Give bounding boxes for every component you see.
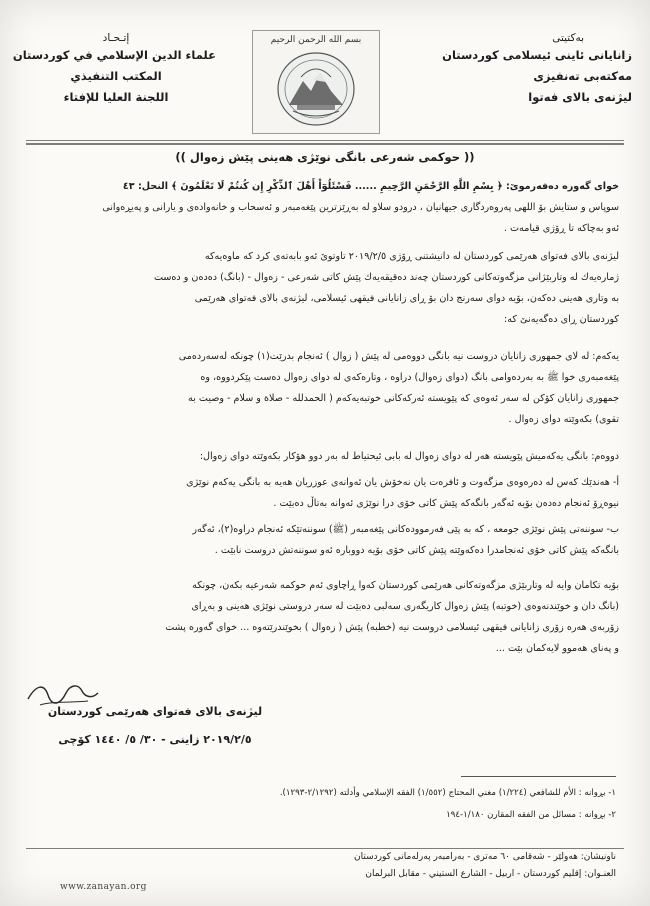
conclusion-line-2: (بانگ دان و خوێندنەوەی (خوتبە) پێش زەوال کاریگەری سەلبی دەبێت لە سەر دروستی نوێژی هەینی و بەڕای [191,601,619,612]
header-divider-thick [26,143,624,145]
letterhead-arabic [12,32,216,111]
letterhead-arabic-office: المكتب التنفيذي [70,69,162,83]
intro-line-4: کوردستان ڕای دەگەیەنێ کە: [504,314,619,325]
footnote-2: ٢- بڕوانە : مسائل من الفقه المقارن ١/١٨٠-١٩٤ [446,810,616,820]
point-one-line-4: تقوی) بکەوێتە دوای زەوال . [508,414,619,425]
document-title: (( حوکمی شەرعی بانگی نوێژی هەینی پێش زەوال )) [175,150,475,164]
signature-committee-name: لیژنەی بالای فەتوای هەرێمی کوردستان [47,705,263,718]
point-two-line-1: دووەم: بانگی یەکەمیش پێویستە هەر لە دوای زەوال لە بابی ئیحتیاط لە بەر دوو هۆکار بکەوێتە دوای زەوال: [199,451,619,462]
point-two-b-line-1: ب- سوننەتی پێش نوێژی جومعە ، کە بە پێی فەرموودەکانی پێغەمبەر (ﷺ) سوننەتێکە ئەنجام دراوە(٢)، ئەگەر [192,524,619,535]
letterhead-kurdish-label: بەكتيتى [552,32,584,44]
letterhead-kurdish-committee: لیژنەی بالای فەتوا [528,90,632,104]
letterhead-arabic-label: إتـحـاد [102,32,130,44]
point-one-line-2: پێغەمبەری خوا ﷺ بە بەردەوامی بانگ (دوای زەوال) دراوە ، وتارەکەی لە دوای زەوال دەست پێکردووە، وە [200,372,619,383]
signature-date: ٢٠١٩/٢/٥ زاینی - ٣٠/ ٥/ ١٤٤٠ کۆچی [58,733,252,746]
footer-website: www.zanayan.org [60,882,147,892]
letterhead-arabic-committee: اللجنة العليا للإفتاء [63,90,169,104]
praise-line-2: ئەو بەچاکە تا ڕۆژی قیامەت . [503,223,619,234]
intro-line-2: ژمارەیەك لە وتاربێژانی مزگەوتەکانی کوردستان چەند دەقیقەیەك پێش کاتی شەرعی - زەوال - (بانگ) دەدەن و دەست [153,272,619,283]
quran-verse-line: خوای گەورە دەفەرموێ: ﴿ بِسْمِ اللَّهِ الرَّحْمَنِ الرَّحِيمِ ...... فَسْئَلُوٓاْ أَهْلَ ٱلذِّكْرِ إِن كُنتُمْ لَا تَعْلَمُونَ ﴾ النحل: ٤٣ [122,181,619,192]
conclusion-line-3: زۆربەی هەرە زۆری زانایانی فیقهی ئیسلامی دروست نیە (خطبە) پێش ( زەوال ) بخوێندرێتەوە ... خوای گەورە پشت [165,622,619,633]
letterhead-kurdish-office: مەکتەبی تەنفیزی [533,69,632,83]
point-one-line-3: جمهوری زانایان کۆکن لە سەر ئەوەی کە پێویستە ئەرکەکانی خوتبەیەکەم ( الحمدلله - صلاة و سلام - وصیت به [188,393,619,404]
footer-divider [26,848,624,849]
footer-address-kurdish: ناونیشان: هەولێر - شەقامی ٦٠ مەتری - بەرامبەر پەرلەمانی کوردستان [354,852,616,862]
logo-basmala: بسم الله الرحمن الرحيم [270,35,362,45]
letterhead-kurdish [422,32,632,111]
letterhead-arabic-org: علماء الدين الإسلامي في كوردستان [12,48,216,62]
point-two-a-line-2: نیوەڕۆ ئەنجام دەدەن بۆیە ئەگەر بانگەکە پێش کاتی خۆی درا نوێژی ئەوانە بەتاڵ دەبێت . [273,498,619,509]
praise-line-1: سوپاس و ستایش بۆ اللهی پەروەردگاری جیهانیان ، درودو سلاو لە بەڕێزترین پێغەمبەر و ئەسحاب و خانەوادەی و یارانی و پەیڕەوانی [102,202,619,213]
intro-line-1: لیژنەی بالای فەتوای هەرێمی کوردستان لە دانیشتنی ڕۆژی ٢٠١٩/٢/٥ تاوتوێ ئەو بابەتەی کرد کە ماوەیەکە [204,251,619,262]
footnote-divider [461,776,616,777]
letterhead-kurdish-org: زانایانی ئاینی ئیسلامی کوردستان [442,48,632,62]
footnote-1: ١- بڕوانە : الأم للشافعي (١/٢٢٤) مغني المحتاج (١/٥٥٢) الفقه الإسلامي وأدلته (٢/١٢٩٢-١٢٩٣). [279,788,616,798]
header-divider [26,140,624,141]
point-two-b-line-2: بانگەکە پێش کاتی خۆی ئەنجامدرا دەکەوێتە پێش کاتی خۆی بۆیە دووبارە ئەو سوننەتش دروست نابێت . [214,545,619,556]
emblem-graphic [273,47,359,129]
conclusion-line-4: و پەنای هەموو لایەکمان بێت ... [495,643,619,654]
letterhead [0,26,650,136]
point-two-a-line-1: أ- هەندێك کەس لە دەرەوەی مزگەوت و ئافرەت یان نەخۆش یان ئەوانەی عوزریان هەیە بە بانگی یەکەم نوێژی [186,477,619,488]
intro-line-3: بە وتاری هەینی دەکەن، بۆیە دوای سەرنج دان بۆ ڕای زانایانی فیقهی ئیسلامی، لیژنەی بالای فەتوای هەرێمی [194,293,619,304]
conclusion-line-1: بۆیە تکامان وایە لە وتاربێژی مزگەوتەکانی هەرێمی کوردستان کەوا ڕاچاوی ئەم حوکمە شەرعیە بکەن، چونکە [192,580,619,591]
point-one-line-1: یەکەم: لە لای جمهوری زانایان دروست نیە بانگی دووەمی لە پێش ( زوال ) ئەنجام بدرێت(١) چونکە لەسەردەمی [178,351,619,362]
footer-address-arabic: العنـوان: إقليم كوردستان - اربيل - الشارع الستيني - مقابل البرلمان [365,869,616,879]
union-emblem-icon [252,30,380,134]
